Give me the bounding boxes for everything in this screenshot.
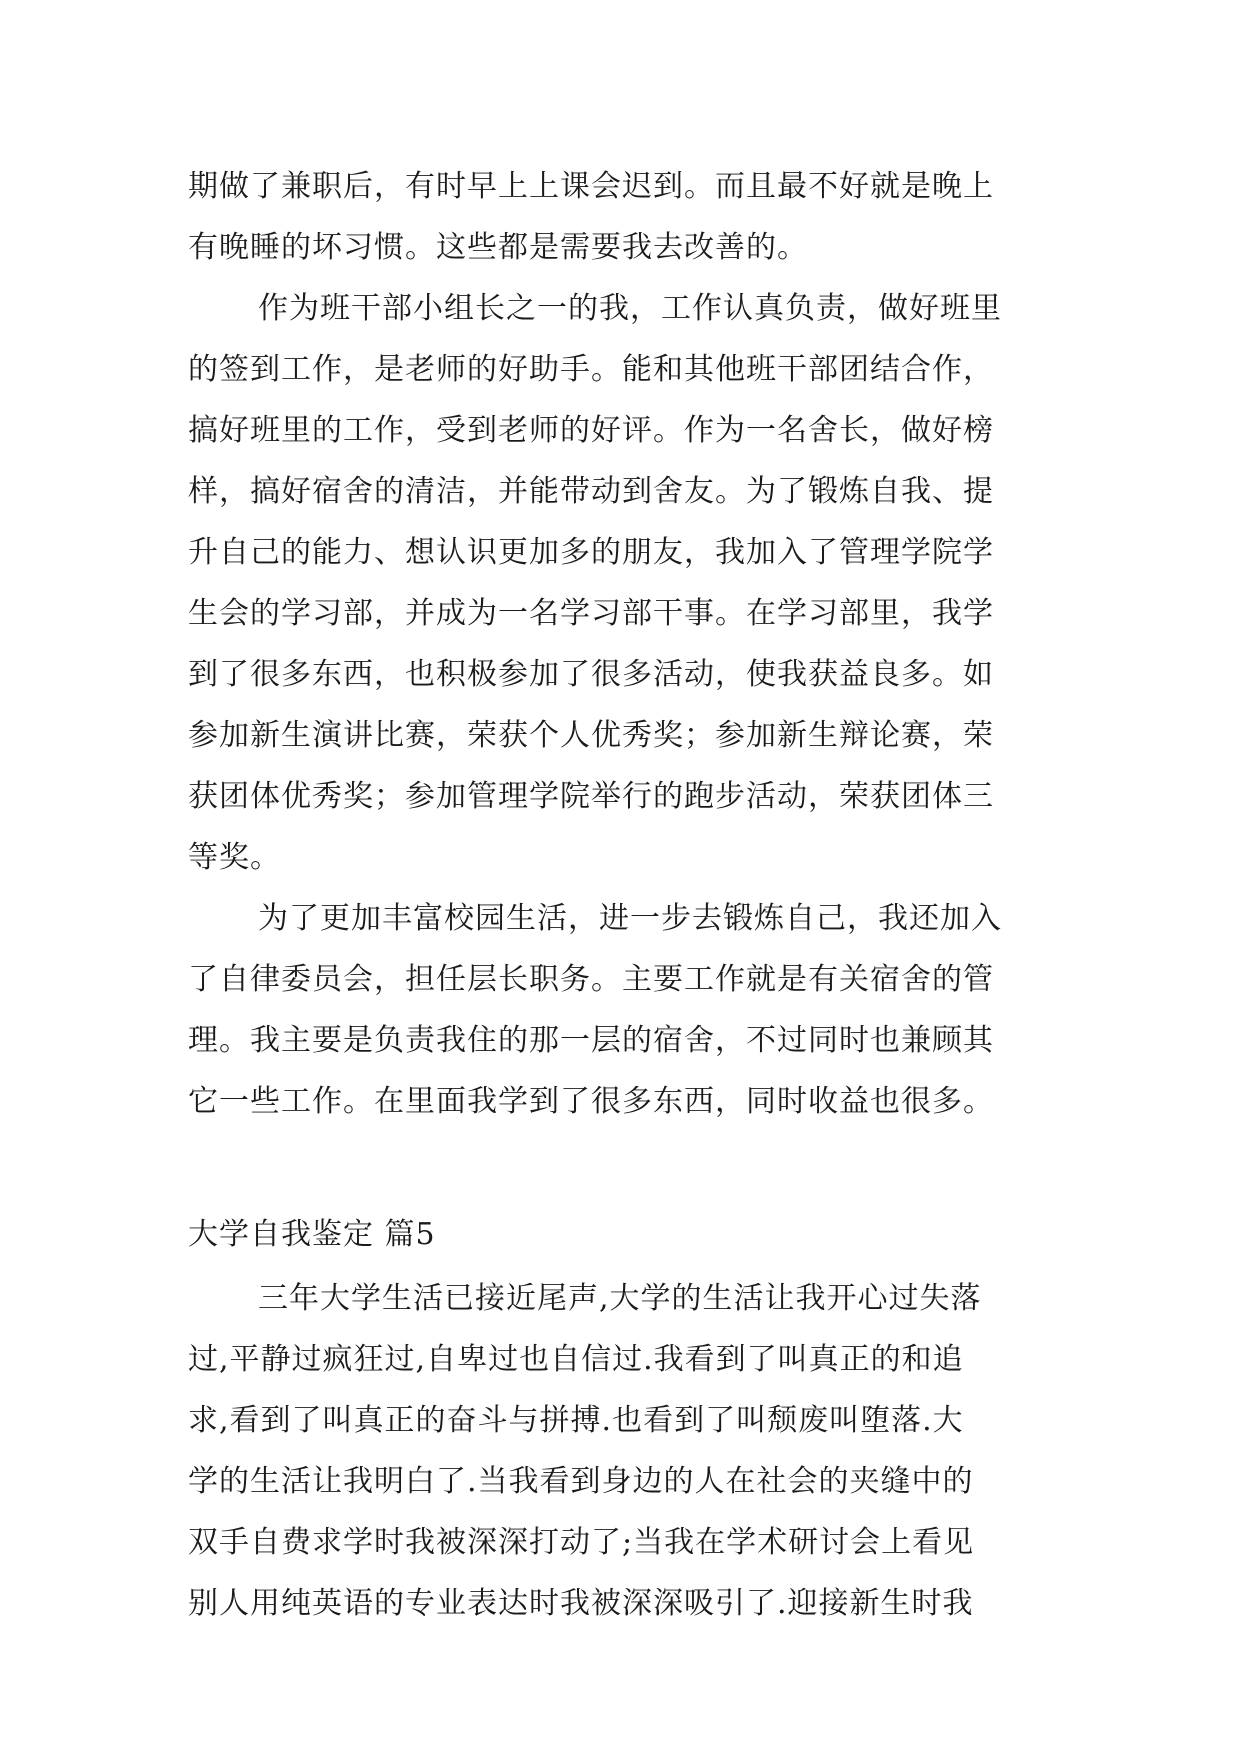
text-line: 获团体优秀奖；参加管理学院举行的跑步活动，荣获团体三 [188, 779, 994, 814]
text-line: 学的生活让我明白了.当我看到身边的人在社会的夹缝中的 [188, 1464, 974, 1499]
text-line: 作为班干部小组长之一的我，工作认真负责，做好班里 [258, 291, 1002, 326]
text-line: 的签到工作，是老师的好助手。能和其他班干部团结合作， [188, 352, 994, 387]
section-heading: 大学自我鉴定 篇5 [188, 1217, 436, 1252]
text-line: 过,平静过疯狂过,自卑过也自信过.我看到了叫真正的和追 [188, 1342, 964, 1377]
text-line: 它一些工作。在里面我学到了很多东西，同时收益也很多。 [188, 1084, 994, 1119]
section-gap [188, 1132, 1058, 1202]
text-line: 求,看到了叫真正的奋斗与拼搏.也看到了叫颓废叫堕落.大 [188, 1403, 964, 1438]
text-line: 到了很多东西，也积极参加了很多活动，使我获益良多。如 [188, 657, 994, 692]
text-line: 别人用纯英语的专业表达时我被深深吸引了.迎接新生时我 [188, 1586, 974, 1621]
paragraph-continuation [188, 156, 1058, 278]
text-line: 了自律委员会，担任层长职务。主要工作就是有关宿舍的管 [188, 962, 994, 997]
text-line: 有晚睡的坏习惯。这些都是需要我去改善的。 [188, 230, 808, 265]
text-line: 理。我主要是负责我住的那一层的宿舍，不过同时也兼顾其 [188, 1023, 994, 1058]
text-line: 升自己的能力、想认识更加多的朋友，我加入了管理学院学 [188, 535, 994, 570]
text-line: 等奖。 [188, 840, 281, 875]
text-line: 样，搞好宿舍的清洁，并能带动到舍友。为了锻炼自我、提 [188, 474, 994, 509]
text-line: 期做了兼职后，有时早上上课会迟到。而且最不好就是晚上 [188, 169, 994, 204]
text-line: 搞好班里的工作，受到老师的好评。作为一名舍长，做好榜 [188, 413, 994, 448]
text-line: 为了更加丰富校园生活，进一步去锻炼自己，我还加入 [258, 901, 1002, 936]
paragraph-three-years [188, 1268, 1058, 1634]
text-line: 双手自费求学时我被深深打动了;当我在学术研讨会上看见 [188, 1525, 975, 1560]
document-page [188, 156, 1058, 1634]
text-line: 参加新生演讲比赛，荣获个人优秀奖；参加新生辩论赛，荣 [188, 718, 994, 753]
paragraph-class-leader [188, 278, 1058, 888]
text-line: 三年大学生活已接近尾声,大学的生活让我开心过失落 [258, 1281, 982, 1316]
paragraph-self-discipline [188, 888, 1058, 1132]
text-line: 生会的学习部，并成为一名学习部干事。在学习部里，我学 [188, 596, 994, 631]
